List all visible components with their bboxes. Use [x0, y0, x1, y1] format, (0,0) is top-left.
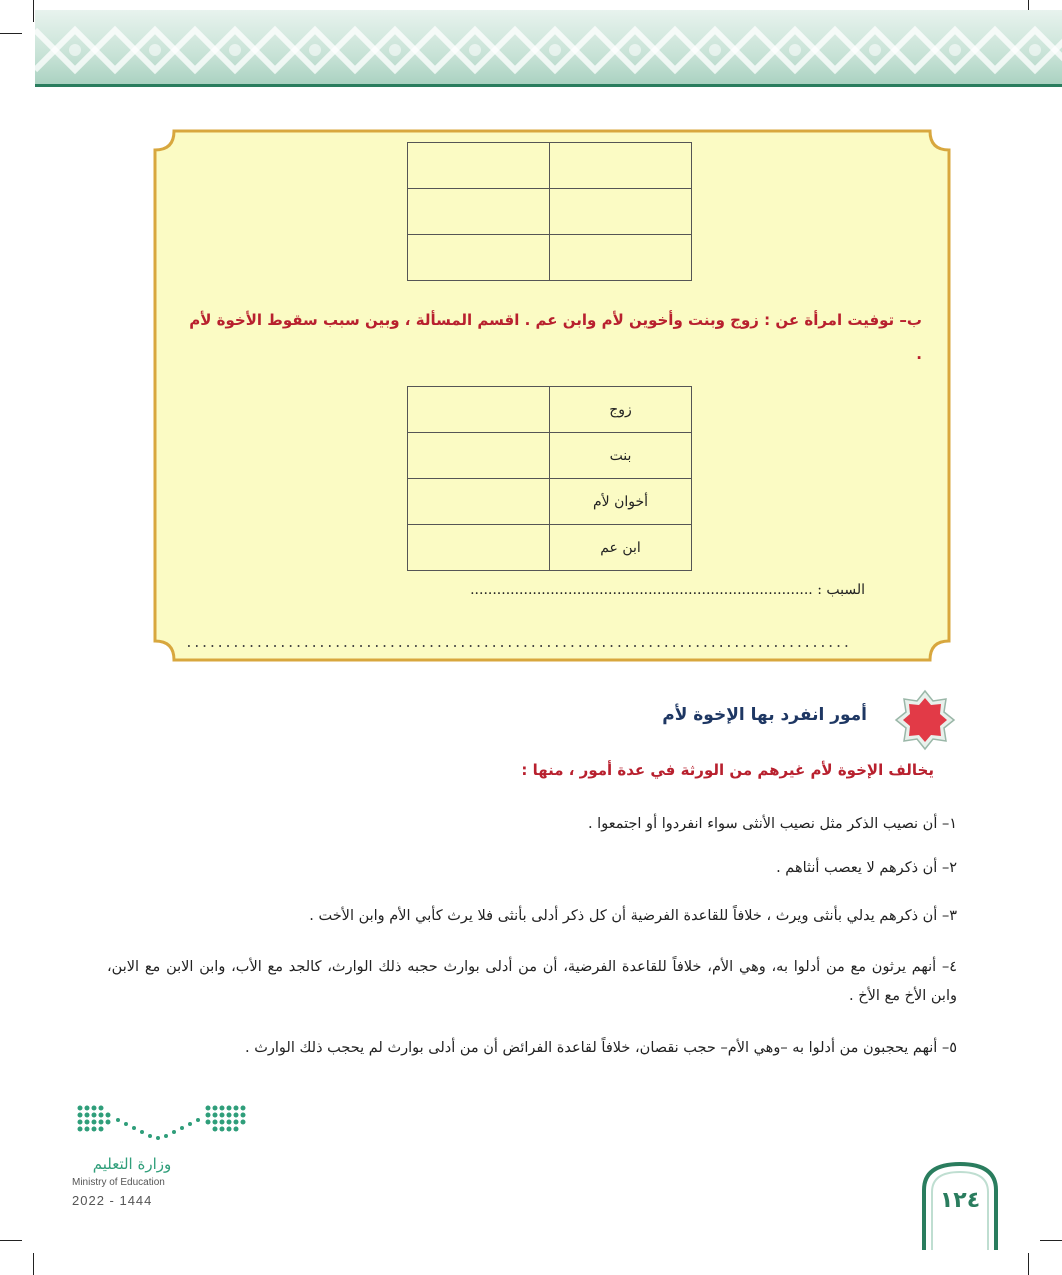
- exercise-question: ب– توفيت امرأة عن : زوج وبنت وأخوين لأم وابن عم . اقسم المسألة ، وبين سبب سقوط الأخوة لأم .: [189, 311, 922, 363]
- table-row: [408, 143, 692, 189]
- ministry-year: 2022 - 1444: [72, 1193, 153, 1208]
- header-divider-line: [35, 84, 1062, 87]
- table-cell: [550, 189, 692, 235]
- section-star-icon: [894, 689, 956, 751]
- section-title: أمور انفرد بها الإخوة لأم: [662, 705, 867, 725]
- list-item: ١– أن نصيب الذكر مثل نصيب الأنثى سواء انفردوا أو اجتمعوا .: [587, 816, 957, 832]
- share-cell: [408, 433, 550, 479]
- table-row: [408, 433, 692, 479]
- table-cell: [550, 143, 692, 189]
- ministry-logo-dots-icon: [70, 1100, 260, 1150]
- heir-name-cell: ابن عم: [550, 525, 692, 571]
- heir-name-cell: أخوان لأم: [550, 479, 692, 525]
- ministry-name-english: Ministry of Education: [72, 1177, 165, 1188]
- table-row: [408, 479, 692, 525]
- table-cell: [408, 143, 550, 189]
- table-row: [408, 525, 692, 571]
- page-number: ١٢٤: [939, 1188, 981, 1213]
- table-row: [408, 189, 692, 235]
- list-item: ٢– أن ذكرهم لا يعصب أنثاهم .: [776, 860, 957, 876]
- table-row: [408, 235, 692, 281]
- section-intro: يخالف الإخوة لأم غيرهم من الورثة في عدة أمور ، منها :: [521, 761, 934, 779]
- share-cell: [408, 387, 550, 433]
- list-item: ٥– أنهم يحجبون من أدلوا به –وهي الأم– حجب نقصان، خلافاً لقاعدة الفرائض أن من أدلى بوارث لم يحجب ذلك الوارث .: [245, 1040, 957, 1056]
- table-cell: [408, 189, 550, 235]
- ministry-name-arabic: وزارة التعليم: [92, 1155, 172, 1173]
- top-answer-table: [407, 142, 692, 281]
- heir-name-cell: بنت: [550, 433, 692, 479]
- crop-mark: [0, 1240, 22, 1241]
- reason-line: السبب : .............................................................................: [470, 582, 865, 598]
- crop-mark: [1028, 1253, 1029, 1275]
- list-item: ٤– أنهم يرثون مع من أدلوا به، وهي الأم، خلافاً للقاعدة الفرضية، أن من أدلى بوارث حجبه ذلك الوارث، كالجد مع الأب، وابن الابن مع الابن، وابن الأخ مع الأخ .: [107, 959, 957, 1004]
- table-cell: [550, 235, 692, 281]
- crop-mark: [1040, 1240, 1062, 1241]
- table-row: [408, 387, 692, 433]
- heir-name-cell: زوج: [550, 387, 692, 433]
- crop-mark: [0, 33, 22, 34]
- list-item: ٣– أن ذكرهم يدلي بأنثى ويرث ، خلافاً للقاعدة الفرضية أن كل ذكر أدلى بأنثى فلا يرث كأبي الأم وابن الأخت .: [309, 908, 957, 924]
- reason-dotted-line: .....................................................................................: [185, 636, 851, 651]
- heirs-table: [407, 386, 692, 571]
- crop-mark: [33, 1253, 34, 1275]
- crop-mark: [33, 0, 34, 22]
- share-cell: [408, 479, 550, 525]
- share-cell: [408, 525, 550, 571]
- table-cell: [408, 235, 550, 281]
- header-pattern-band: [35, 10, 1062, 86]
